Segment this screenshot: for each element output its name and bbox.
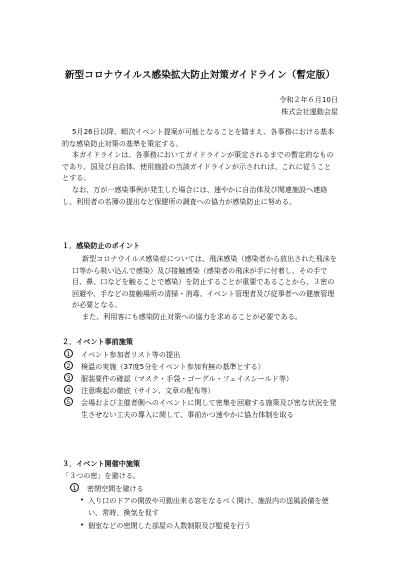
list-item [70,483,340,495]
bullet-text: 入り口のドアの開放や可動出来る窓をなるべく開け、施設内の送風設備を使い、常時、換気を促す [88,496,329,517]
bullet-icon: • [80,495,85,504]
document-date: 令和２年６月10日 [279,95,338,104]
list-item-text: 注意喚起の徹底（サイン、文章の配布等） [81,386,215,395]
list-item [64,385,340,397]
circled-number-icon: 5 [64,397,73,406]
list-item-text: 検温の実施（37度5分をイベント参加有無の基準とする） [81,362,265,371]
list-item-text: 服装要件の確認（マスク・手袋・ゴーグル・フェイスシールド等） [81,374,294,383]
section-1-body-a: 新型コロナウイルス感染症については、飛沫感染（感染者から放出された飛沫を口等から吸い込んで感染）及び接触感染（感染者の飛沫が手に付着し、その手で目、鼻、口などを触ることで感染）を防止することが重要であることから、３密の回避や、手などの接触場所の清掃・消毒、イベント管理者及び従事者への健康管理が必要となる。 [72,254,337,310]
list-item [64,349,340,361]
circled-number-icon: 1 [64,349,73,358]
list-item-text: 会場および主催者側へのイベントに関して密集を回避する施策及び密な状況を発生させない工夫の導入に関して、事前かつ速やかに協力体制を取る [81,398,337,419]
intro-line-1: 5月26日以降、順次イベント提案が可能となることを踏まえ、各事務における基本的な感染防止対策の基準を策定する。 [62,127,335,148]
circled-number-icon: 4 [64,385,73,394]
section-3-quote: 「３つの密」を避ける。 [62,471,141,480]
circled-number-icon: 3 [64,373,73,382]
section-2-heading: ２．イベント事前施策 [62,337,133,346]
list-item-text: イベント参加者リスト等の提出 [81,350,181,359]
section-1-heading: １．感染防止のポイント [62,241,141,250]
list-item [64,373,340,385]
circled-number-icon: 1 [70,483,79,492]
section-1-body [72,253,338,323]
intro-line-2: 本ガイドラインは、各事務においてガイドラインが策定されるまでの暫定的なものであり、国及び自治体、使用施設の当該ガイドラインが示されれば、これに従うこととする。 [62,150,334,183]
circled-number-icon: 2 [64,361,73,370]
list-item [64,397,340,420]
document-title: 新型コロナウイルス感染拡大防止対策ガイドライン（暫定版） [64,70,336,81]
list-item [64,361,340,373]
bullet-item [80,520,338,532]
intro-paragraph [62,126,338,207]
bullet-item [80,495,338,518]
intro-line-3: なお、万が一感染事例が発生した場合には、速やかに自治体及び関連施設へ連絡し、利用者の名簿の提出など保健所の調査への協力が感染防止に努める。 [62,184,328,206]
list-item-text: 密閉空間を避ける [87,484,144,493]
bullet-icon: • [80,520,85,529]
organization-name: 株式会社運動会屋 [281,107,338,116]
section-1-body-b: また、利用客にも感染防止対策への協力を求めることが必要である。 [82,311,302,321]
section-3-heading: ３．イベント開催中施策 [62,459,141,468]
bullet-text: 個室などの密閉した部屋の人数制限及び監視を行う [88,521,252,530]
